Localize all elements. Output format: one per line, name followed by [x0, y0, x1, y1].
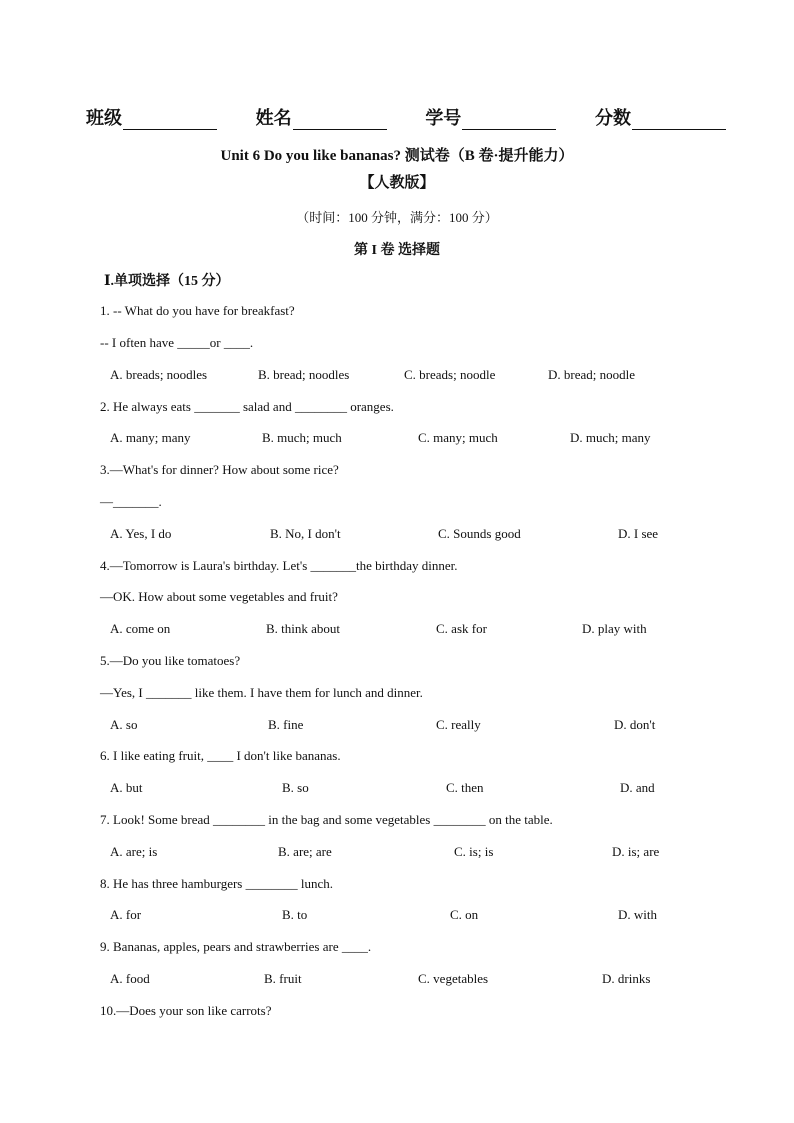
question-3-reply: —_______. — [100, 494, 162, 509]
question-4-option-d[interactable]: D. play with — [582, 621, 647, 636]
question-2-option-c[interactable]: C. many; much — [418, 430, 498, 445]
question-1-reply: -- I often have _____or ____. — [100, 335, 254, 350]
question-5-option-d[interactable]: D. don't — [614, 717, 656, 732]
time-info: （时间：100 分钟，满分：100 分） — [296, 210, 498, 225]
question-9-option-a[interactable]: A. food — [110, 971, 150, 986]
score-label: 分数 — [594, 108, 631, 128]
question-1-option-a[interactable]: A. breads; noodles — [110, 367, 208, 382]
question-4-stem: 4.—Tomorrow is Laura's birthday. Let's _______the birthday dinner. — [100, 558, 458, 573]
name-label: 姓名 — [255, 108, 292, 128]
question-2-option-d[interactable]: D. much; many — [570, 430, 651, 445]
question-7-option-d[interactable]: D. is; are — [612, 844, 660, 859]
name-field — [256, 104, 387, 130]
class-blank[interactable] — [123, 112, 217, 130]
question-2-stem: 2. He always eats _______ salad and ________ oranges. — [100, 399, 394, 414]
question-3-stem: 3.—What's for dinner? How about some rice? — [100, 462, 339, 477]
question-2-option-a[interactable]: A. many; many — [110, 430, 191, 445]
question-8-option-d[interactable]: D. with — [618, 907, 657, 922]
question-9-option-b[interactable]: B. fruit — [264, 971, 302, 986]
question-6-option-d[interactable]: D. and — [620, 780, 655, 795]
question-1-stem: 1. -- What do you have for breakfast? — [100, 303, 295, 318]
question-7-option-c[interactable]: C. is; is — [454, 844, 494, 859]
question-10-stem: 10.—Does your son like carrots? — [100, 1003, 272, 1018]
question-3-option-a[interactable]: A. Yes, I do — [110, 526, 172, 541]
question-9-option-d[interactable]: D. drinks — [602, 971, 651, 986]
question-9-option-c[interactable]: C. vegetables — [418, 971, 489, 986]
question-2-option-b[interactable]: B. much; much — [262, 430, 342, 445]
student-no-blank[interactable] — [462, 112, 556, 130]
question-4-option-c[interactable]: C. ask for — [436, 621, 487, 636]
question-6-option-a[interactable]: A. but — [110, 780, 143, 795]
question-3-option-d[interactable]: D. I see — [618, 526, 659, 541]
question-1-option-d[interactable]: D. bread; noodle — [548, 367, 636, 382]
question-5-option-b[interactable]: B. fine — [268, 717, 304, 732]
volume-title: 第 I 卷 选择题 — [354, 243, 440, 258]
question-5-option-a[interactable]: A. so — [110, 717, 138, 732]
student-no-field — [425, 104, 556, 130]
question-6-stem: 6. I like eating fruit, ____ I don't like bananas. — [100, 748, 341, 763]
question-8-stem: 8. He has three hamburgers ________ lunch. — [100, 876, 333, 891]
question-8-option-b[interactable]: B. to — [282, 907, 308, 922]
question-9-stem: 9. Bananas, apples, pears and strawberries are ____. — [100, 939, 372, 954]
question-5-stem: 5.—Do you like tomatoes? — [100, 653, 241, 668]
question-4-reply: —OK. How about some vegetables and fruit? — [100, 589, 338, 604]
question-7-option-b[interactable]: B. are; are — [278, 844, 332, 859]
score-blank[interactable] — [632, 112, 726, 130]
question-7-option-a[interactable]: A. are; is — [110, 844, 158, 859]
question-4-option-b[interactable]: B. think about — [266, 621, 341, 636]
question-6-option-b[interactable]: B. so — [282, 780, 309, 795]
edition-label: 【人教版】 — [359, 175, 435, 191]
score-field — [595, 104, 726, 130]
name-blank[interactable] — [293, 112, 387, 130]
question-6-option-c[interactable]: C. then — [446, 780, 484, 795]
class-field — [86, 104, 217, 130]
class-label: 班级 — [86, 108, 122, 128]
question-5-option-c[interactable]: C. really — [436, 717, 481, 732]
question-8-option-c[interactable]: C. on — [450, 907, 479, 922]
question-3-option-b[interactable]: B. No, I don't — [270, 526, 341, 541]
section-title: Ⅰ.单项选择（15 分） — [104, 274, 230, 289]
question-4-option-a[interactable]: A. come on — [110, 621, 171, 636]
student-info-row — [86, 104, 726, 130]
exam-title: Unit 6 Do you like bananas? 测试卷（B 卷·提升能力） — [220, 148, 574, 164]
question-1-option-c[interactable]: C. breads; noodle — [404, 367, 496, 382]
question-5-reply: —Yes, I _______ like them. I have them for lunch and dinner. — [100, 685, 423, 700]
student-no-label: 学号 — [425, 108, 462, 128]
question-7-stem: 7. Look! Some bread ________ in the bag and some vegetables ________ on the table. — [100, 812, 553, 827]
question-1-option-b[interactable]: B. bread; noodles — [258, 367, 350, 382]
question-8-option-a[interactable]: A. for — [110, 907, 142, 922]
question-3-option-c[interactable]: C. Sounds good — [438, 526, 521, 541]
